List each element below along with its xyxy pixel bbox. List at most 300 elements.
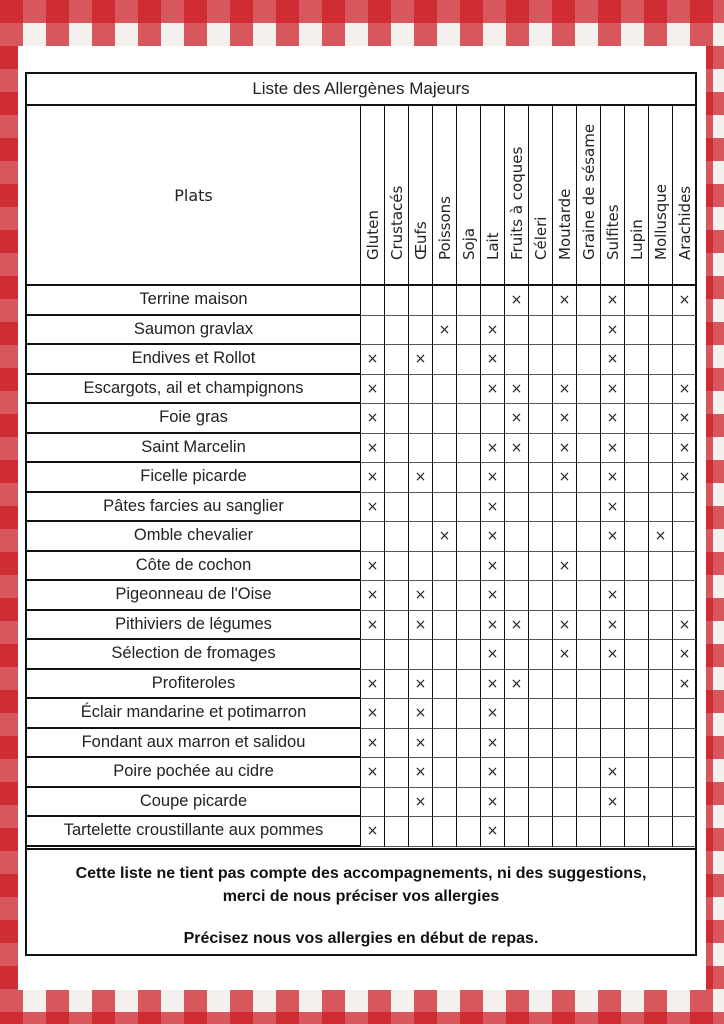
allergen-mark-cell: × [360, 699, 384, 729]
allergen-mark-cell: × [360, 404, 384, 434]
allergen-empty-cell [552, 758, 576, 788]
allergen-empty-cell [432, 670, 456, 700]
allergen-empty-cell [456, 788, 480, 818]
allergen-label: Moutarde [555, 188, 574, 260]
allergen-mark-cell: × [672, 404, 696, 434]
allergen-empty-cell [504, 640, 528, 670]
allergen-mark-cell: × [480, 670, 504, 700]
allergen-empty-cell [624, 758, 648, 788]
allergen-empty-cell [456, 611, 480, 641]
allergen-mark-cell: × [672, 640, 696, 670]
dish-name: Endives et Rollot [27, 345, 360, 375]
allergen-mark-cell: × [600, 493, 624, 523]
allergen-mark-cell: × [552, 611, 576, 641]
allergen-empty-cell [504, 522, 528, 552]
allergen-empty-cell [648, 463, 672, 493]
allergen-empty-cell [648, 699, 672, 729]
allergen-empty-cell [576, 404, 600, 434]
allergen-empty-cell [384, 611, 408, 641]
allergen-mark-cell: × [480, 611, 504, 641]
allergen-label: Poissons [435, 196, 454, 260]
dish-name: Poire pochée au cidre [27, 758, 360, 788]
allergen-empty-cell [624, 788, 648, 818]
allergen-empty-cell [624, 581, 648, 611]
allergen-empty-cell [504, 788, 528, 818]
allergen-mark-cell: × [360, 729, 384, 759]
allergen-mark-cell: × [480, 522, 504, 552]
allergen-empty-cell [648, 552, 672, 582]
allergen-empty-cell [600, 729, 624, 759]
table-row [27, 788, 695, 818]
allergen-mark-cell: × [360, 552, 384, 582]
allergen-empty-cell [504, 729, 528, 759]
allergen-empty-cell [672, 788, 696, 818]
allergen-empty-cell [384, 493, 408, 523]
allergen-empty-cell [576, 670, 600, 700]
allergen-empty-cell [552, 670, 576, 700]
allergen-mark-cell: × [552, 286, 576, 316]
footer-note: Cette liste ne tient pas compte des accompagnements, ni des suggestions, merci de nous préciser vos allergies [75, 865, 647, 905]
allergen-mark-cell: × [408, 611, 432, 641]
allergen-empty-cell [648, 670, 672, 700]
allergen-empty-cell [360, 788, 384, 818]
allergen-empty-cell [648, 758, 672, 788]
allergen-column-header [600, 106, 624, 284]
allergen-column-header [408, 106, 432, 284]
allergen-empty-cell [408, 817, 432, 847]
allergen-empty-cell [384, 817, 408, 847]
allergen-empty-cell [648, 493, 672, 523]
allergen-mark-cell: × [672, 286, 696, 316]
allergen-mark-cell: × [552, 434, 576, 464]
allergen-mark-cell: × [600, 404, 624, 434]
dish-name: Sélection de fromages [27, 640, 360, 670]
allergen-empty-cell [384, 670, 408, 700]
allergen-mark-cell: × [600, 788, 624, 818]
table-row [27, 581, 695, 611]
dish-name: Coupe picarde [27, 788, 360, 818]
allergen-empty-cell [384, 640, 408, 670]
allergen-empty-cell [624, 817, 648, 847]
allergen-empty-cell [528, 286, 552, 316]
allergen-empty-cell [384, 552, 408, 582]
allergen-empty-cell [528, 729, 552, 759]
allergen-mark-cell: × [672, 375, 696, 405]
allergen-mark-cell: × [480, 581, 504, 611]
allergen-empty-cell [552, 316, 576, 346]
allergen-mark-cell: × [360, 758, 384, 788]
allergen-empty-cell [432, 375, 456, 405]
allergen-mark-cell: × [552, 375, 576, 405]
allergen-mark-cell: × [360, 493, 384, 523]
allergen-empty-cell [648, 434, 672, 464]
allergen-empty-cell [456, 758, 480, 788]
allergen-empty-cell [408, 286, 432, 316]
allergen-empty-cell [672, 758, 696, 788]
allergen-empty-cell [552, 699, 576, 729]
allergen-empty-cell [360, 286, 384, 316]
allergen-mark-cell: × [600, 581, 624, 611]
allergen-empty-cell [504, 552, 528, 582]
table-row [27, 522, 695, 552]
allergen-mark-cell: × [480, 552, 504, 582]
allergen-mark-cell: × [480, 640, 504, 670]
allergen-column-header [672, 106, 696, 284]
allergen-empty-cell [624, 375, 648, 405]
allergen-empty-cell [528, 758, 552, 788]
allergen-empty-cell [552, 817, 576, 847]
dish-name: Fondant aux marron et salidou [27, 729, 360, 759]
allergen-empty-cell [384, 699, 408, 729]
dish-name: Ficelle picarde [27, 463, 360, 493]
allergen-empty-cell [672, 729, 696, 759]
allergen-empty-cell [528, 345, 552, 375]
allergen-empty-cell [576, 316, 600, 346]
allergen-label: Céleri [531, 216, 550, 260]
allergen-empty-cell [672, 552, 696, 582]
allergen-column-header [360, 106, 384, 284]
allergen-column-header [528, 106, 552, 284]
allergen-empty-cell [528, 611, 552, 641]
allergen-empty-cell [624, 286, 648, 316]
table-row [27, 404, 695, 434]
allergen-empty-cell [504, 463, 528, 493]
allergen-mark-cell: × [408, 670, 432, 700]
allergen-mark-cell: × [480, 788, 504, 818]
allergen-empty-cell [552, 522, 576, 552]
allergen-empty-cell [528, 463, 552, 493]
table-row [27, 640, 695, 670]
allergen-empty-cell [576, 434, 600, 464]
table-header-row [27, 106, 695, 286]
dish-name: Pithiviers de légumes [27, 611, 360, 641]
allergen-empty-cell [648, 286, 672, 316]
allergen-empty-cell [504, 316, 528, 346]
allergen-empty-cell [432, 345, 456, 375]
menu-sheet [18, 46, 706, 990]
allergen-empty-cell [384, 434, 408, 464]
allergen-empty-cell [432, 611, 456, 641]
table-row [27, 286, 695, 316]
allergen-empty-cell [600, 670, 624, 700]
allergen-empty-cell [672, 817, 696, 847]
plats-column-header: Plats [174, 185, 213, 205]
allergen-empty-cell [576, 729, 600, 759]
table-row [27, 434, 695, 464]
allergen-mark-cell: × [432, 316, 456, 346]
allergen-mark-cell: × [480, 463, 504, 493]
allergen-mark-cell: × [408, 758, 432, 788]
allergen-mark-cell: × [408, 729, 432, 759]
allergen-empty-cell [648, 581, 672, 611]
allergen-empty-cell [576, 611, 600, 641]
allergen-label: Fruits à coques [507, 146, 526, 260]
allergen-empty-cell [432, 788, 456, 818]
allergen-mark-cell: × [360, 817, 384, 847]
allergen-empty-cell [408, 522, 432, 552]
allergen-empty-cell [456, 345, 480, 375]
allergen-empty-cell [552, 788, 576, 818]
allergen-empty-cell [456, 493, 480, 523]
allergen-mark-cell: × [408, 581, 432, 611]
allergen-mark-cell: × [504, 434, 528, 464]
allergen-mark-cell: × [408, 345, 432, 375]
allergen-empty-cell [432, 286, 456, 316]
table-footer [27, 848, 695, 954]
allergen-mark-cell: × [408, 463, 432, 493]
dish-name: Profiteroles [27, 670, 360, 700]
allergen-empty-cell [624, 493, 648, 523]
allergen-column-header [456, 106, 480, 284]
allergen-mark-cell: × [360, 434, 384, 464]
table-row [27, 758, 695, 788]
allergen-empty-cell [528, 522, 552, 552]
allergen-mark-cell: × [552, 640, 576, 670]
allergen-mark-cell: × [480, 493, 504, 523]
allergen-empty-cell [384, 316, 408, 346]
allergen-mark-cell: × [408, 788, 432, 818]
allergen-empty-cell [576, 699, 600, 729]
allergen-mark-cell: × [480, 729, 504, 759]
table-row [27, 345, 695, 375]
allergen-mark-cell: × [600, 345, 624, 375]
allergen-empty-cell [624, 552, 648, 582]
allergen-empty-cell [528, 316, 552, 346]
allergen-empty-cell [648, 611, 672, 641]
allergen-mark-cell: × [480, 316, 504, 346]
allergen-empty-cell [576, 375, 600, 405]
allergen-empty-cell [552, 493, 576, 523]
allergen-empty-cell [552, 729, 576, 759]
allergen-empty-cell [528, 788, 552, 818]
allergen-column-header [648, 106, 672, 284]
allergen-column-header [384, 106, 408, 284]
allergen-mark-cell: × [480, 345, 504, 375]
allergen-empty-cell [672, 522, 696, 552]
table-row [27, 699, 695, 729]
allergen-mark-cell: × [504, 375, 528, 405]
allergen-mark-cell: × [360, 375, 384, 405]
allergen-empty-cell [456, 434, 480, 464]
allergen-empty-cell [672, 699, 696, 729]
allergen-empty-cell [384, 729, 408, 759]
allergen-mark-cell: × [672, 670, 696, 700]
allergen-mark-cell: × [504, 670, 528, 700]
allergen-empty-cell [384, 522, 408, 552]
allergen-mark-cell: × [552, 552, 576, 582]
allergen-empty-cell [360, 316, 384, 346]
allergen-empty-cell [384, 581, 408, 611]
dish-name: Saumon gravlax [27, 316, 360, 346]
table-row [27, 729, 695, 759]
allergen-empty-cell [432, 463, 456, 493]
allergen-empty-cell [456, 463, 480, 493]
allergen-label: Œufs [411, 221, 430, 260]
allergen-mark-cell: × [480, 699, 504, 729]
allergen-mark-cell: × [360, 345, 384, 375]
allergen-empty-cell [528, 375, 552, 405]
allergen-empty-cell [672, 581, 696, 611]
allergen-mark-cell: × [600, 640, 624, 670]
allergen-empty-cell [456, 699, 480, 729]
allergen-empty-cell [552, 345, 576, 375]
allergen-empty-cell [576, 345, 600, 375]
allergen-mark-cell: × [480, 434, 504, 464]
allergen-empty-cell [456, 522, 480, 552]
allergen-empty-cell [408, 640, 432, 670]
table-row [27, 375, 695, 405]
allergen-empty-cell [432, 404, 456, 434]
allergen-column-header [552, 106, 576, 284]
footer-hint: Précisez nous vos allergies en début de repas. [183, 930, 539, 947]
allergen-mark-cell: × [504, 611, 528, 641]
allergen-mark-cell: × [552, 404, 576, 434]
allergen-empty-cell [432, 758, 456, 788]
allergen-empty-cell [456, 817, 480, 847]
allergen-mark-cell: × [504, 286, 528, 316]
allergen-mark-cell: × [552, 463, 576, 493]
allergen-empty-cell [504, 699, 528, 729]
allergen-empty-cell [576, 581, 600, 611]
allergen-empty-cell [648, 729, 672, 759]
allergen-empty-cell [432, 640, 456, 670]
table-row [27, 670, 695, 700]
allergen-empty-cell [672, 493, 696, 523]
allergen-column-header [480, 106, 504, 284]
allergen-mark-cell: × [480, 817, 504, 847]
allergen-empty-cell [528, 404, 552, 434]
allergen-empty-cell [408, 493, 432, 523]
allergen-column-header [576, 106, 600, 284]
allergen-mark-cell: × [504, 404, 528, 434]
table-title: Liste des Allergènes Majeurs [27, 74, 695, 106]
allergen-empty-cell [624, 522, 648, 552]
dish-name: Pâtes farcies au sanglier [27, 493, 360, 523]
allergen-empty-cell [456, 404, 480, 434]
allergen-mark-cell: × [408, 699, 432, 729]
allergen-empty-cell [408, 375, 432, 405]
allergen-table [25, 72, 697, 956]
allergen-empty-cell [528, 434, 552, 464]
allergen-empty-cell [648, 345, 672, 375]
allergen-empty-cell [504, 758, 528, 788]
allergen-mark-cell: × [600, 286, 624, 316]
allergen-empty-cell [576, 463, 600, 493]
allergen-empty-cell [432, 817, 456, 847]
dish-name: Tartelette croustillante aux pommes [27, 817, 360, 847]
allergen-empty-cell [456, 729, 480, 759]
allergen-empty-cell [600, 817, 624, 847]
allergen-empty-cell [648, 404, 672, 434]
table-row [27, 316, 695, 346]
dish-rows [27, 286, 695, 847]
allergen-empty-cell [384, 375, 408, 405]
allergen-mark-cell: × [600, 758, 624, 788]
table-row [27, 817, 695, 847]
allergen-empty-cell [576, 817, 600, 847]
allergen-empty-cell [432, 434, 456, 464]
table-row [27, 552, 695, 582]
allergen-empty-cell [528, 817, 552, 847]
allergen-label: Arachides [675, 185, 694, 260]
allergen-mark-cell: × [600, 611, 624, 641]
allergen-label: Lait [483, 232, 502, 260]
allergen-empty-cell [432, 493, 456, 523]
allergen-empty-cell [504, 817, 528, 847]
allergen-empty-cell [648, 788, 672, 818]
allergen-column-header [432, 106, 456, 284]
allergen-mark-cell: × [672, 434, 696, 464]
allergen-mark-cell: × [600, 316, 624, 346]
allergen-empty-cell [456, 640, 480, 670]
allergen-column-header [624, 106, 648, 284]
allergen-mark-cell: × [672, 611, 696, 641]
allergen-empty-cell [456, 581, 480, 611]
allergen-empty-cell [456, 316, 480, 346]
allergen-empty-cell [360, 640, 384, 670]
allergen-empty-cell [648, 640, 672, 670]
dish-name: Saint Marcelin [27, 434, 360, 464]
allergen-empty-cell [384, 345, 408, 375]
allergen-empty-cell [624, 463, 648, 493]
allergen-empty-cell [624, 434, 648, 464]
dish-name: Côte de cochon [27, 552, 360, 582]
allergen-mark-cell: × [648, 522, 672, 552]
allergen-empty-cell [576, 522, 600, 552]
allergen-empty-cell [624, 640, 648, 670]
allergen-mark-cell: × [360, 611, 384, 641]
allergen-empty-cell [672, 345, 696, 375]
allergen-empty-cell [528, 699, 552, 729]
allergen-label: Mollusque [651, 183, 670, 260]
allergen-empty-cell [576, 640, 600, 670]
allergen-label: Crustacés [387, 185, 406, 260]
allergen-empty-cell [672, 316, 696, 346]
allergen-empty-cell [552, 581, 576, 611]
allergen-empty-cell [432, 552, 456, 582]
allergen-mark-cell: × [360, 670, 384, 700]
allergen-empty-cell [624, 699, 648, 729]
allergen-mark-cell: × [672, 463, 696, 493]
allergen-empty-cell [408, 404, 432, 434]
dish-name: Éclair mandarine et potimarron [27, 699, 360, 729]
allergen-label: Sulfites [603, 204, 622, 260]
allergen-empty-cell [504, 493, 528, 523]
allergen-mark-cell: × [600, 375, 624, 405]
allergen-empty-cell [624, 611, 648, 641]
allergen-empty-cell [624, 316, 648, 346]
allergen-empty-cell [384, 463, 408, 493]
allergen-empty-cell [528, 581, 552, 611]
dish-name: Pigeonneau de l'Oise [27, 581, 360, 611]
dish-name: Foie gras [27, 404, 360, 434]
allergen-mark-cell: × [600, 434, 624, 464]
allergen-empty-cell [624, 404, 648, 434]
allergen-empty-cell [384, 286, 408, 316]
allergen-empty-cell [576, 493, 600, 523]
allergen-empty-cell [480, 404, 504, 434]
allergen-label: Lupin [627, 219, 646, 260]
allergen-mark-cell: × [480, 758, 504, 788]
allergen-mark-cell: × [600, 463, 624, 493]
table-row [27, 463, 695, 493]
allergen-empty-cell [384, 788, 408, 818]
allergen-empty-cell [456, 552, 480, 582]
allergen-column-header [504, 106, 528, 284]
allergen-empty-cell [576, 286, 600, 316]
allergen-empty-cell [432, 699, 456, 729]
allergen-empty-cell [576, 552, 600, 582]
